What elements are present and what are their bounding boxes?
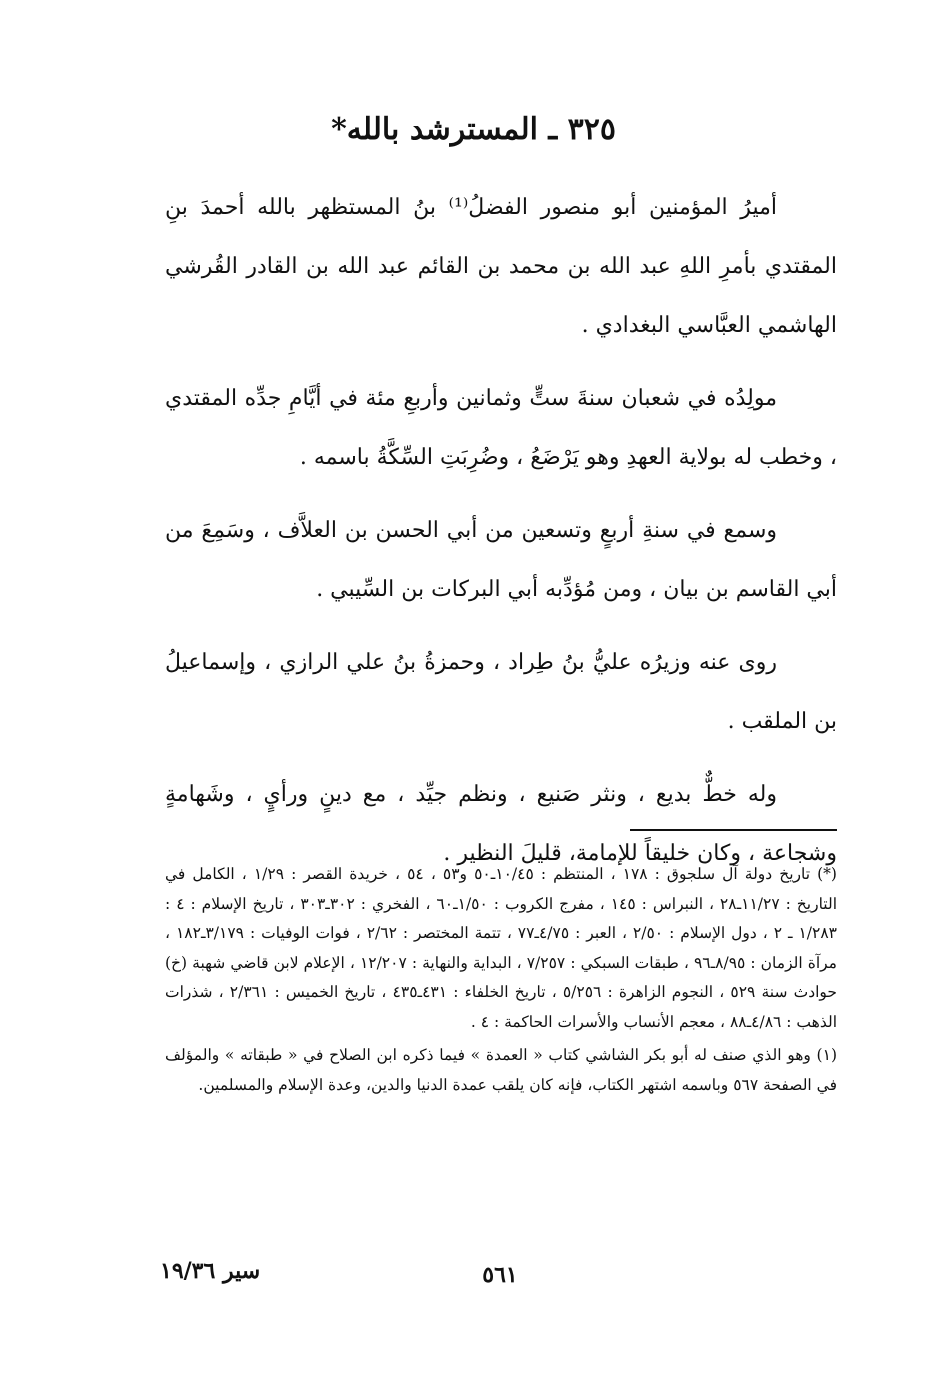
paragraph-teachers: وسمع في سنةِ أربعٍ وتسعين من أبي الحسن بن العلاَّف ، وسَمِعَ من أبي القاسم بن بيان ، ومن مُؤدِّبه أبي البركات بن السِّيبي . (165, 518, 837, 602)
footnote-sources: (*) تاريخ دولة آل سلجوق : ١٧٨ ، المنتظم : ١٠/٤٥ـ٥٠ و٥٣ ، ٥٤ ، خريدة القصر : ١/٢٩ ، الكامل في التاريخ : ١١/٢٧ـ٢٨ ، النبراس : ١٤٥ ، مفرج الكروب : ١/٥٠ـ٦٠ ، الفخري : ٣٠٢ـ٣٠٣ ، تاريخ الإسلام : ٤ : ١/٢٨٣ ـ ٢ ، دول الإسلام : ٢/٥٠ ، العبر : ٤/٧٥ـ٧٧ ، تتمة المختصر : ٢/٦٢ ، فوات الوفيات : ٣/١٧٩ـ١٨٢ ، مرآة الزمان : ٨/٩٥ـ٩٦ ، طبقات السبكي : ٧/٢٥٧ ، البداية والنهاية : ١٢/٢٠٧ ، الإعلام لابن قاضي شهبة (خ) حوادث سنة ٥٢٩ ، النجوم الزاهرة : ٥/٢٥٦ ، تاريخ الخلفاء : ٤٣١ـ٤٣٥ ، تاريخ الخميس : ٢/٣٦١ ، شذرات الذهب : ٤/٨٦ـ٨٨ ، معجم الأنساب والأسرات الحاكمة : ٤ . (165, 865, 838, 1031)
page-footer (150, 1258, 850, 1298)
footnote-separator (630, 829, 837, 831)
entry-title: ٣٢٥ ـ المسترشد بالله* (331, 112, 616, 147)
paragraph-lineage: أميرُ المؤمنين أبو منصور الفضلُ⁽¹⁾ بنُ المستظهر بالله أحمدَ بنِ المقتدي بأمرِ اللهِ عبد الله بن محمد بن القائم عبد الله بن القادر القُرشي الهاشمي العبَّاسي البغدادي . (165, 195, 837, 338)
footnotes (165, 860, 837, 1100)
signature-mark: سير ١٩/٣٦ (160, 1258, 261, 1284)
paragraph-narrators: روى عنه وزيرُه عليُّ بنُ طِراد ، وحمزةُ بنُ علي الرازي ، وإسماعيلُ بن الملقب . (165, 650, 837, 734)
footnote-1: (١) وهو الذي صنف له أبو بكر الشاشي كتاب « العمدة » فيما ذكره ابن الصلاح في « طبقاته » والمؤلف في الصفحة ٥٦٧ وباسمه اشتهر الكتاب، فإنه كان يلقب عمدة الدنيا والدين، وعدة الإسلام والمسلمين. (165, 1046, 837, 1094)
biography-body (165, 178, 837, 897)
paragraph-birth: مولِدُه في شعبان سنةَ ستٍّ وثمانين وأربعِ مئة في أيَّامِ جدِّه المقتدي ، وخطب له بولاية العهدِ وهو يَرْضَعُ ، وضُرِبَتِ السِّكَّةُ باسمه . (165, 386, 837, 470)
page-number: ٥٦١ (482, 1262, 518, 1288)
paragraph-qualities: وله خطٌّ بديع ، ونثر صَنيع ، ونظم جيِّد ، مع دينٍ ورأيٍ ، وشَهامةٍ وشجاعة ، وكان خليقاً للإمامة، قليلَ النظير . (165, 782, 837, 866)
